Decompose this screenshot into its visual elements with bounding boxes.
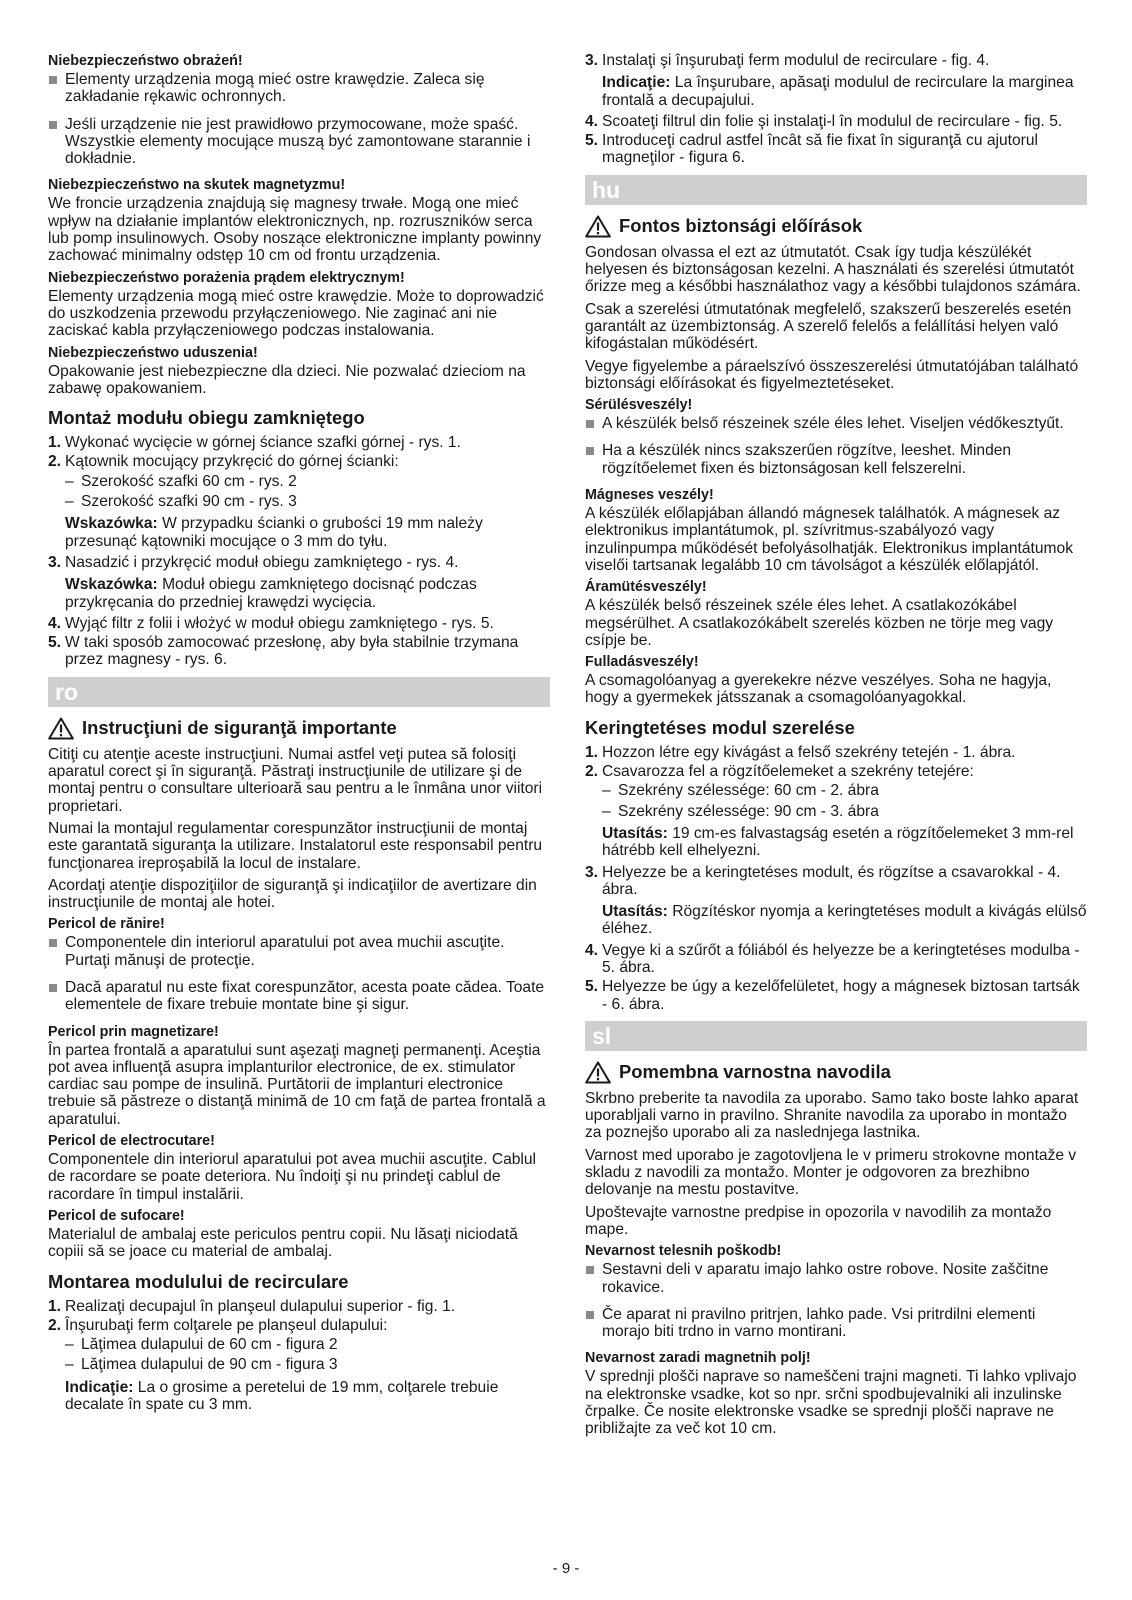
bullet-square-icon [49,984,57,992]
step-text: Helyezze be úgy a kezelőfelületet, hogy a mágnesek biztosan tartsák - 6. ábra. [602,978,1080,1013]
step-number: 5. [585,132,599,150]
bullet-item [48,116,550,168]
note-label: Indicaţie: [65,1378,134,1396]
warning-title: Pericol de electrocutare! [48,1133,215,1150]
note-label: Utasítás: [602,903,668,921]
dash-item [48,493,550,510]
page-number: - 9 - [552,1560,580,1577]
note-label: Utasítás: [602,824,668,842]
warning-title: Nevarnost telesnih poškodb! [585,1243,782,1260]
step-item [48,1317,550,1334]
warning-title: Niebezpieczeństwo obrażeń! [48,53,243,69]
warning-title: Nevarnost zaradi magnetnih polj! [585,1350,811,1367]
note [48,1379,550,1414]
paragraph: Elementy urządzenia mogą mieć ostre krawędzie. Może to doprowadzić do uszkodzenia przewodu przyłączeniowego. Nie zaginać ani nie zaciskać kabla przyłączeniowego podczas instalowania. [48,287,544,340]
step-text: Scoateţi filtrul din folie şi instalaţi-l în modulul de recirculare - fig. 5. [602,112,1063,130]
bullet-text: Sestavni deli v aparatu imajo lahko ostre robove. Nosite zaščitne rokavice. [602,1261,1049,1296]
paragraph: Csak a szerelési útmutatónak megfelelő, szakszerű beszerelés esetén garantált az üzembiztonság. A szerelő felelős a felállítási helyen való kifogástalan működésért. [585,300,1072,353]
note-text: La o grosime a peretelui de 19 mm, colţarele trebuie decalate în spate cu 3 mm. [65,1378,499,1414]
step-text: Csavarozza fel a rögzítőelemeket a szekrény tetejére: [602,763,974,781]
section-heading: Keringtetéses modul szerelése [585,716,855,738]
paragraph: A készülék előlapjában állandó mágnesek találhatók. A mágnesek az elektronikus implantátumok, pl. szívritmus-szabályozó vagy inzulinpumpa működését befolyásolhatják. Elektronikus implantátumok viselői tartsanak legalább 10 cm távolságot a készülék előlapjától. [585,505,1073,574]
step-number: 2. [48,1316,62,1334]
warning-title: Pericol de rănire! [48,916,165,933]
dash-item [585,782,1087,799]
bullet-item [48,979,550,1014]
step-number: 1. [48,434,62,452]
step-text: Helyezze be a keringtetéses modult, és rögzítse a csavarokkal - 4. ábra. [602,863,1061,898]
paragraph: Opakowanie jest niebezpieczne dla dzieci. Nie pozwalać dzieciom na zabawę opakowaniem. [48,362,526,397]
step-number: 3. [585,52,599,69]
paragraph: Skrbno preberite ta navodila za uporabo. Samo tako boste lahko aparat uporabljali varno in pravilno. Shranite navodila za uporabo in montažo za poznejšo uporabo ali za naslednjega lastnika. [585,1089,1079,1142]
note-label: Wskazówka: [65,515,158,533]
step-item [48,453,550,470]
step-number: 5. [48,634,62,652]
note-text: Rögzítéskor nyomja a keringtetéses modult a kivágás elülső éléhez. [602,903,1087,938]
dash-item [48,1336,550,1353]
note [48,576,550,611]
paragraph: Vegye figyelembe a páraelszívó összeszerelési útmutatójában található biztonsági előírásokat és figyelmeztetéseket. [585,357,1079,392]
warning-title: Pericol de sufocare! [48,1207,185,1224]
step-item [585,942,1087,977]
bullet-text: Ha a készülék nincs szakszerűen rögzítve, leeshet. Minden rögzítőelemet fixen és biztonságosan kell felszerelni. [602,442,1012,477]
dash-item [48,473,550,490]
paragraph: Varnost med uporabo je zagotovljena le v primeru strokovne montaže v skladu z navodili za montažo. Monter je odgovoren za brezhibno delovanje na mestu postavitve. [585,1146,1077,1199]
bullet-text: A készülék belső részeinek széle éles lehet. Viseljen védőkesztyűt. [602,415,1064,433]
paragraph: A csomagolóanyag a gyerekekre nézve veszélyes. Soha ne hagyja, hogy a gyermekek játsszanak a csomagolóanyagokkal. [585,672,1052,707]
paragraph: We froncie urządzenia znajdują się magnesy trwałe. Mogą one mieć wpływ na działanie implantów elektronicznych, np. rozruszników serca lub pomp insulinowych. Osoby noszące elektroniczne implanty powinny zachować minimalny odstęp 10 cm od frontu urządzenia. [48,195,542,265]
warning-title: Pericol prin magnetizare! [48,1023,219,1040]
step-number: 4. [585,941,599,959]
step-item [585,113,1087,130]
step-item [48,634,550,669]
step-item [48,615,550,632]
dash-text: Lăţimea dulapului de 90 cm - figura 3 [81,1356,338,1374]
note [585,825,1087,860]
section-heading [585,1061,1087,1084]
note-label: Indicaţie: [602,74,671,92]
warning-title: Niebezpieczeństwo na skutek magnetyzmu! [48,177,346,194]
step-text: Înşurubaţi ferm colţarele pe planşeul dulapului: [65,1316,388,1334]
dash-icon: – [602,802,611,820]
warning-triangle-icon [585,1061,611,1084]
warning-triangle-icon [585,215,611,238]
paragraph: Gondosan olvassa el ezt az útmutatót. Csak így tudja készülékét helyesen és biztonságosan kezelni. A használati és szerelési útmutatót őrizze meg a későbbi használathoz vagy a későbbi tulajdonos számára. [585,243,1081,296]
note-label: Wskazówka: [65,576,158,594]
bullet-text: Componentele din interiorul aparatului pot avea muchii ascuţite. Purtaţi mănuşi de protecţie. [65,934,505,969]
note-text: La înşurubare, apăsaţi modulul de recirculare la marginea frontală a decupajului. [602,74,1074,109]
bullet-item [585,1306,1087,1341]
paragraph: A készülék belső részeinek széle éles lehet. A csatlakozókábel megsérülhet. A csatlakozókábelt szerelés közben ne törje meg vagy csípje be. [585,597,1054,649]
warning-title: Fulladásveszély! [585,654,699,671]
warning-title: Niebezpieczeństwo uduszenia! [48,344,258,361]
paragraph: Citiţi cu atenţie aceste instrucţiuni. Numai astfel veţi putea să folosiţi aparatul corect şi în siguranţă. Păstraţi instrucţiunile de utilizare şi de montaj pentru o consultare ulterioară sau pentru a le înmâna unor viitori proprietari. [48,745,543,815]
bullet-square-icon [49,939,57,947]
step-number: 3. [48,553,62,571]
paragraph: Numai la montajul regulamentar corespunzător instrucţiunii de montaj este garantată siguranţa la utilizare. Instalatorul este responsabil pentru funcţionarea ireproşabilă la locul de instalare. [48,819,543,872]
section-heading [48,717,550,740]
dash-text: Szerokość szafki 90 cm - rys. 3 [81,493,297,511]
dash-item [585,803,1087,820]
bullet-square-icon [586,1266,594,1274]
step-number: 1. [48,1297,62,1315]
heading-text: Pomembna varnostna navodila [619,1061,891,1083]
step-item [585,763,1087,780]
step-text: Instalaţi şi înşurubaţi ferm modulul de recirculare - fig. 4. [602,52,990,69]
step-number: 2. [48,453,62,471]
step-text: Wykonać wycięcie w górnej ściance szafki górnej - rys. 1. [65,434,461,452]
paragraph: În partea frontală a aparatului sunt aşezaţi magneţi permanenţi. Aceştia pot avea influenţă asupra implanturilor electronice, de ex. stimulator cardiac sau pompe de insulină. Purtătorii de implanturi electronice trebuie să păstreze o distanţă minimă de 10 cm faţă de partea frontală a aparatului. [48,1041,546,1128]
paragraph: Componentele din interiorul aparatului pot avea muchii ascuţite. Cablul de racordare se poate deteriora. Nu îndoiţi şi nu prindeţi cablul de racordare în timpul instalării. [48,1151,537,1203]
note [585,74,1087,109]
paragraph: V sprednji plošči naprave so nameščeni trajni magneti. Ti lahko vplivajo na elektronske vsadke, kot so npr. srčni spodbujevalniki ali inzulinske črpalke. Če nosite elektronske vsadke se sprednji plošči naprave ne približajte za več kot 10 cm. [585,1368,1077,1438]
dash-text: Lăţimea dulapului de 60 cm - figura 2 [81,1336,338,1354]
step-text: Vegye ki a szűrőt a fóliából és helyezze be a keringtetéses modulba - 5. ábra. [602,941,1080,976]
section-heading: Montaż modułu obiegu zamkniętego [48,407,365,429]
step-number: 4. [48,614,62,632]
left-column [48,53,550,1417]
paragraph: Acordaţi atenţie dispoziţiilor de siguranţă şi indicaţiilor de avertizare din instrucţiunile de montaj ale hotei. [48,876,537,912]
step-item [48,434,550,451]
bullet-item [585,442,1087,477]
step-number: 3. [585,863,599,881]
step-number: 4. [585,112,599,130]
warning-title: Sérülésveszély! [585,397,693,414]
dash-icon: – [65,493,74,511]
dash-icon: – [602,782,611,800]
warning-title: Áramütésveszély! [585,579,707,596]
warning-triangle-icon [48,717,74,740]
paragraph: Materialul de ambalaj este periculos pentru copii. Nu lăsaţi niciodată copiii să se joace cu material de ambalaj. [48,1225,518,1261]
dash-icon: – [65,472,74,490]
step-number: 1. [585,743,599,761]
step-text: Realizaţi decupajul în planşeul dulapului superior - fig. 1. [65,1297,456,1315]
step-item [48,554,550,571]
bullet-item [48,934,550,969]
step-item [48,1298,550,1315]
dash-text: Szekrény szélessége: 60 cm - 2. ábra [618,782,879,800]
section-heading: Montarea modulului de recirculare [48,1270,349,1292]
paragraph: Upoštevajte varnostne predpise in opozorila v navodilih za montažo mape. [585,1203,1052,1238]
step-text: Wyjąć filtr z folii i włożyć w moduł obiegu zamkniętego - rys. 5. [65,614,494,632]
warning-injury-pl [48,53,550,167]
bullet-square-icon [49,121,57,129]
step-text: Introduceţi cadrul astfel încât să fie fixat în siguranţă cu ajutorul magneţilor - figura 6. [602,132,1038,167]
dash-text: Szerokość szafki 60 cm - rys. 2 [81,472,297,490]
warning-title: Mágneses veszély! [585,487,714,504]
step-text: Kątownik mocujący przykręcić do górnej ścianki: [65,453,399,471]
language-bar-ro: ro [48,677,550,707]
note-text: Moduł obiegu zamkniętego docisnąć podczas przykręcania do przedniej krawędzi wycięcia. [65,576,477,611]
bullet-square-icon [49,76,57,84]
bullet-item [585,1261,1087,1296]
heading-text: Fontos biztonsági előírások [619,215,863,237]
note-text: W przypadku ścianki o grubości 19 mm należy przesunąć kątowniki mocujące o 3 mm do tyłu. [65,515,483,550]
step-number: 2. [585,763,599,781]
dash-item [48,1356,550,1373]
right-column [585,52,1087,1443]
section-heading [585,215,1087,238]
heading-text: Instrucţiuni de siguranţă importante [82,717,397,739]
bullet-text: Dacă aparatul nu este fixat corespunzător, acesta poate cădea. Toate elementele de fixare trebuie montate bine şi sigur. [65,978,545,1014]
bullet-square-icon [586,420,594,428]
note [585,903,1087,938]
bullet-text: Če aparat ni pravilno pritrjen, lahko pade. Vsi pritrdilni elementi morajo biti trdno in varno montirani. [602,1305,1036,1341]
step-item [585,864,1087,899]
dash-icon: – [65,1336,74,1354]
bullet-square-icon [586,447,594,455]
note [48,515,550,550]
bullet-square-icon [586,1311,594,1319]
step-item [585,132,1087,167]
step-item [585,978,1087,1013]
step-item [585,52,1087,69]
language-bar-sl: sl [585,1021,1087,1051]
bullet-item [585,415,1087,432]
step-text: Hozzon létre egy kivágást a felső szekrény tetején - 1. ábra. [602,743,1016,761]
bullet-text: Elementy urządzenia mogą mieć ostre krawędzie. Zaleca się zakładanie rękawic ochronnych. [65,71,485,106]
dash-icon: – [65,1356,74,1374]
note-text: 19 cm-es falvastagság esetén a rögzítőelemeket 3 mm-rel hátrébb kell elhelyezni. [602,824,1074,860]
step-number: 5. [585,978,599,996]
bullet-text: Jeśli urządzenie nie jest prawidłowo przymocowane, może spaść. Wszystkie elementy mocujące muszą być zamontowane starannie i dokładnie. [65,115,531,168]
step-text: W taki sposób zamocować przesłonę, aby była stabilnie trzymana przez magnesy - rys. 6. [65,634,519,669]
language-bar-hu: hu [585,175,1087,205]
bullet-item [48,71,550,106]
step-text: Nasadzić i przykręcić moduł obiegu zamkniętego - rys. 4. [65,553,459,571]
dash-text: Szekrény szélessége: 90 cm - 3. ábra [618,802,879,820]
step-item [585,744,1087,761]
warning-title: Niebezpieczeństwo porażenia prądem elektrycznym! [48,269,405,286]
